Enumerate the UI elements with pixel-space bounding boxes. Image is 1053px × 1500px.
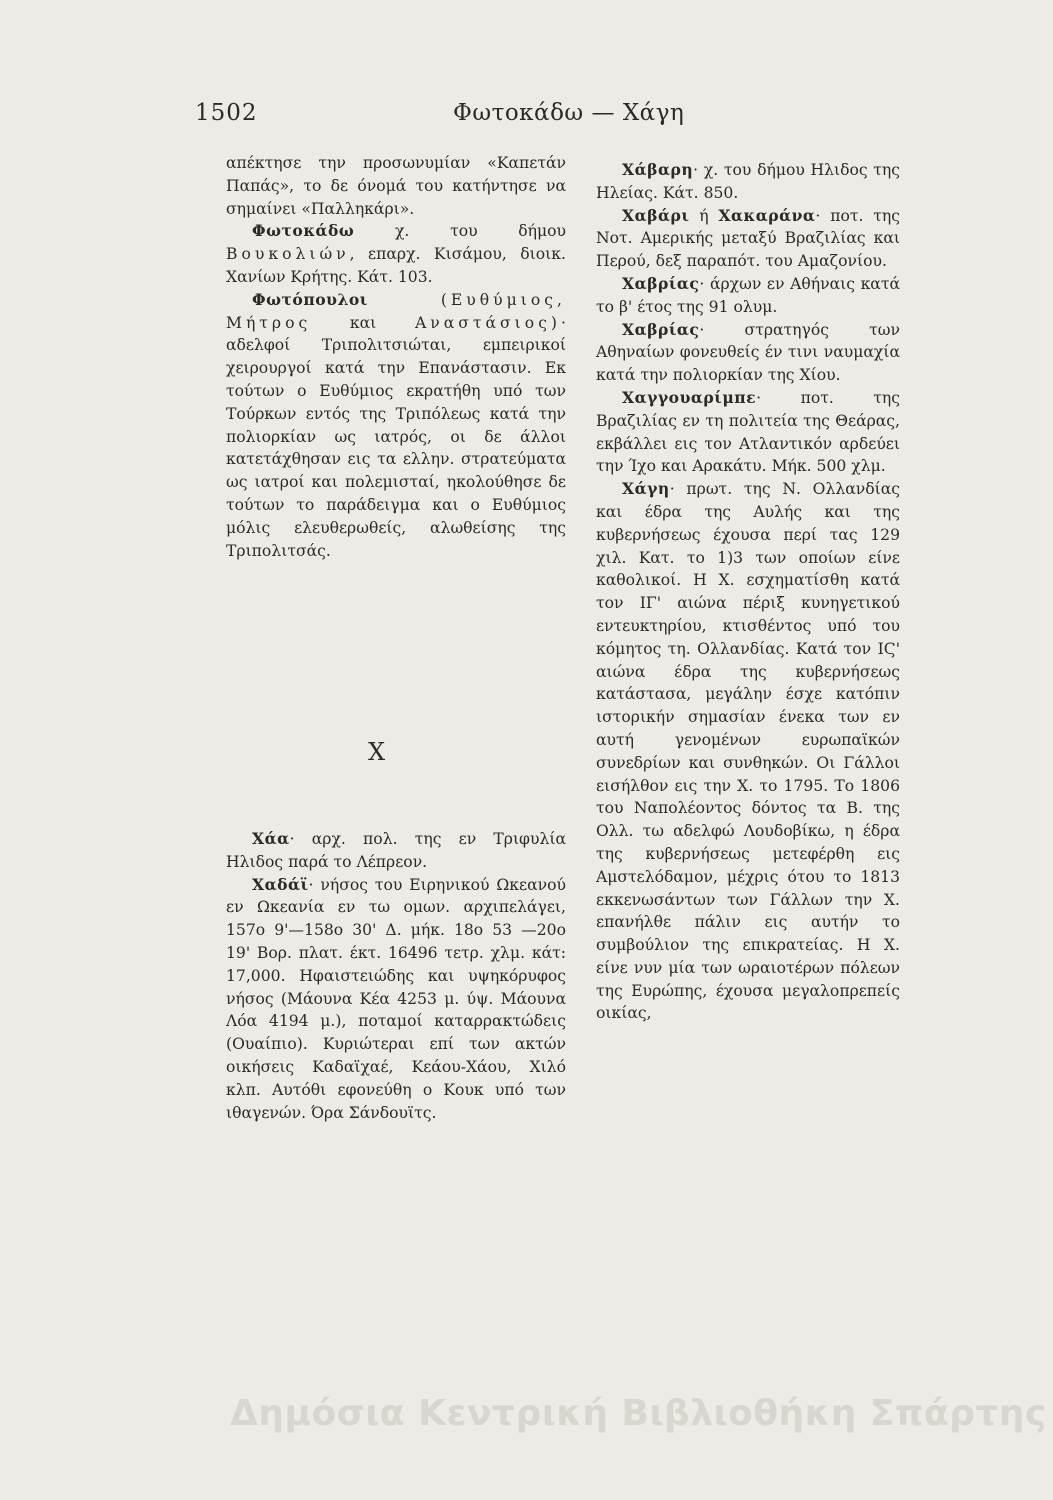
paragraph-text: απέκτησε την προσωνυμίαν «Καπετάν Παπάς», το δε όνομά του κατήντησε να σημαίνει «Παλληκάρι». [226,154,566,218]
entry-text: ή [699,206,709,225]
entry-text: , επαρχ. Κισάμου, διοικ. Χανίων Κρήτης. Κάτ. 103. [226,245,566,286]
entry-text: · πρωτ. της Ν. Ολλανδίας και έδρα της Αυλής και της κυβερνήσεως έχουσα περί τας 129 χιλ. Κατ. το 1)3 των οποίων είνε καθολικοί. Η Χ. εσχηματίσθη κατά τον ΙΓ' αιώνα πέριξ κυνηγετικού εντευκτηρίου, κτισθέντος υπό του κόμητος τη. Ολλανδίας. Κατά τον ΙϚ' αιώνα έδρα της κυβερνήσεως κατάστασα, μεγάλην έσχε κατόπιν ιστορικήν σημασίαν ένεκα των εν αυτή γενομένων ευρωπαϊκών συνεδρίων και συνθηκών. Οι Γάλλοι εισήλθον εις την Χ. το 1795. Το 1806 του Ναπολέοντος δόντος τα Β. της Ολλ. τω αδελφώ Λουδοβίκω, η έδρα της κυβερνήσεως μετεφέρθη εις Αμστελόδαμον, μέχρις ότου το 1813 εκκενωσάντων των Γάλλων την Χ. επανήλθε πάλιν εις αυτήν το συμβούλιον της επικρατείας. Η Χ. είνε νυν μία των ωραιοτέρων πόλεων της Ευρώπης, έχουσα μεγαλοπρεπείς οικίας, [596,480,900,1023]
right-column [596,159,900,1025]
entry-text: · χ. του δήμου Ηλιδος της Ηλείας. Κάτ. 850. [596,161,900,202]
left-column [226,152,566,562]
entry-chavari-river [596,205,900,273]
entry-photopouloi [226,289,566,563]
entry-text: χ. του δήμου [394,222,566,241]
entry-chavrias-general [596,319,900,387]
left-column-lower [226,828,566,1124]
library-watermark: Δημόσια Κεντρική Βιβλιοθήκη Σπάρτης [230,1393,1047,1434]
entry-lemma-alt: Χακαράνα [718,205,816,225]
entry-spaced-text: Αναστάσιος) [414,313,562,332]
entry-lemma: Χαβρίας [622,319,700,339]
entry-lemma: Φωτόπουλοι [252,289,368,309]
entry-chavari [596,159,900,205]
entry-lemma: Χάβαρη [622,160,694,179]
section-letter: Χ [368,738,386,766]
entry-lemma: Χαβάρι [622,205,690,225]
entry-text: · στρατηγός των Αθηναίων φονευθείς έν τινι ναυμαχία κατά την πολιορκίαν της Χίου. [596,320,900,385]
entry-text: και [349,313,377,332]
entry-text: · ποτ. της Νοτ. Αμερικής μεταξύ Βραζιλίας και Περού, δεξ παραπότ. του Αμαζονίου. [596,206,900,271]
entry-lemma: Χάγη [622,479,670,499]
entry-chaa [226,828,566,874]
entry-spaced-text: Βουκολιών [226,245,350,264]
entry-spaced-text: (Ευθύμιος, Μήτρος [226,290,566,332]
entry-photokado [226,220,566,288]
entry-lemma: Φωτοκάδω [252,221,355,241]
continuation-paragraph [226,152,566,220]
entry-chadai [226,874,566,1125]
entry-text: · αδελφοί Τριπολιτσιώται, εμπειρικοί χειρουργοί κατά την Επανάστασιν. Εκ τούτων ο Ευθύμιος εκρατήθη υπό των Τούρκων εντός της Τριπόλεως κατά την πολιορκίαν ως ιατρός, οι δε άλλοι κατετάχθησαν εις τα ελλην. στρατεύματα ως ιατροί και πολεμισταί, ηκολούθησε δε τούτων το παράδειγμα και ο Ευθύμιος μόλις ελευθερωθείς, αλωθείσης της Τριπολιτσάς. [226,313,566,560]
entry-chavrias-archon [596,273,900,319]
entry-text: · άρχων εν Αθήναις κατά το β' έτος της 91 ολυμ. [596,274,900,316]
entry-lemma: Χαγγουαρίμπε [622,387,757,407]
page-number: 1502 [195,100,258,126]
entry-lemma: Χάα [252,829,290,848]
running-head: Φωτοκάδω — Χάγη [453,100,685,126]
entry-chagi [596,478,900,1025]
entry-text: · ποτ. της Βραζιλίας εν τη πολιτεία της Θεάρας, εκβάλλει εις τον Ατλαντικόν αρδεύει την Ίχο και Αρακάτυ. Μήκ. 500 χλμ. [596,388,900,476]
entry-text: · αρχ. πολ. της εν Τριφυλία Ηλιδος παρά το Λέπρεον. [226,830,566,871]
entry-lemma: Χαδάϊ [252,874,309,894]
entry-text: · νήσος του Ειρηνικού Ωκεανού εν Ωκεανία εν τω ομων. αρχιπελάγει, 157ο 9'—158ο 30' Δ. μήκ. 18ο 53 —20ο 19' Βορ. πλατ. έκτ. 16496 τετρ. χλμ. κάτ: 17,000. Ηφαιστειώδης και υψηκόρυφος νήσος (Μάουνα Κέα 4253 μ. ύψ. Μάουνα Λόα 4194 μ.), ποταμοί καταρρακτώδεις (Ουαίπιο). Κυριώτεραι επί των ακτών οικήσεις Καδαϊχαέ, Κεάου-Χάου, Χιλό κλπ. Αυτόθι εφονεύθη ο Κουκ υπό των ιθαγενών. Όρα Σάνδουϊτς. [226,875,566,1122]
page-header [195,100,905,140]
entry-changouarimpe [596,387,900,478]
entry-lemma: Χαβρίας [622,273,700,293]
